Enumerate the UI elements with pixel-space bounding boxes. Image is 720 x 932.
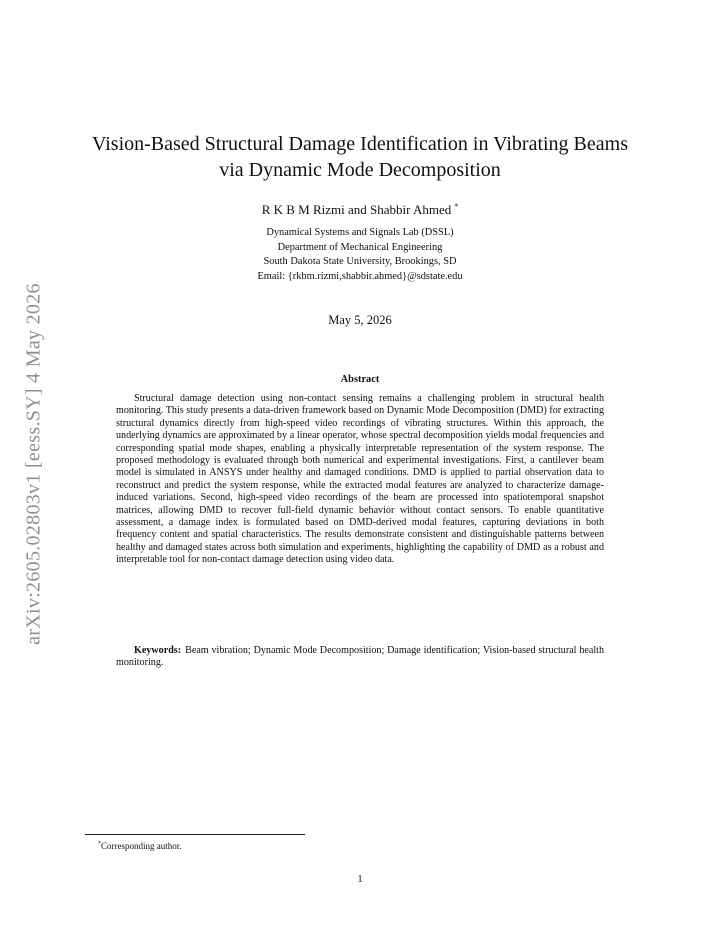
affiliation-block <box>60 226 660 284</box>
affiliation-lab: Dynamical Systems and Signals Lab (DSSL) <box>266 227 454 238</box>
footnote-divider <box>85 834 305 835</box>
abstract-heading: Abstract <box>340 374 380 385</box>
footnote-mark: * <box>98 841 101 847</box>
page-number: 1 <box>357 873 363 885</box>
affiliation-email[interactable]: Email: {rkbm.rizmi,shabbir.ahmed}@sdstate.edu <box>257 270 463 282</box>
footnote-text: Corresponding author. <box>101 841 182 851</box>
affiliation-university: South Dakota State University, Brookings, SD <box>263 256 457 267</box>
paper-title <box>60 131 660 183</box>
keywords-paragraph <box>116 645 604 670</box>
paper-title-line-1: Vision-Based Structural Damage Identification in Vibrating Beams <box>92 133 628 155</box>
keywords-label: Keywords: <box>134 645 182 656</box>
author-list <box>60 199 660 218</box>
affiliation-department: Department of Mechanical Engineering <box>277 241 443 253</box>
corresponding-author-mark[interactable]: * <box>454 202 459 211</box>
author-names: R K B M Rizmi and Shabbir Ahmed <box>261 202 452 217</box>
abstract-body: Structural damage detection using non-contact sensing remains a challenging problem in structural health monitoring. This study presents a data-driven framework based on Dynamic Mode Decomposition (DMD) for extracting structural dynamics directly from high-speed video recordings of vibrating structures. Within this approach, the underlying dynamics are approximated by a linear operator, whose spectral decomposition yields modal frequencies and corresponding spatial mode shapes, enabling a physically interpretable representation of the system response. The proposed methodology is evaluated through both numerical and experimental investigations. First, a cantilever beam model is simulated in ANSYS under healthy and damaged conditions. DMD is applied to partial observation data to reconstruct and predict the system response, while the extracted modal features are analyzed to characterize damage-induced variations. Second, high-speed video recordings of the beam are processed into spatiotemporal snapshot matrices, allowing DMD to recover full-field dynamic behavior without contact sensors. To enable quantitative assessment, a damage index is formulated based on DMD-derived modal features, capturing deviations in both frequency content and spatial characteristics. The results demonstrate consistent and distinguishable patterns between healthy and damaged states across both simulation and experiments, highlighting the capability of DMD as a robust and interpretable tool for non-contact damage detection using video data. <box>116 393 604 566</box>
publication-date: May 5, 2026 <box>328 313 392 327</box>
footnote <box>98 838 182 852</box>
keywords-text: Beam vibration; Dynamic Mode Decomposition; Damage identification; Vision-based structural health monitoring. <box>116 645 604 669</box>
paper-title-line-2: via Dynamic Mode Decomposition <box>219 159 501 181</box>
arxiv-identifier-stamp[interactable]: arXiv:2605.02803v1 [eess.SY] 4 May 2026 <box>22 283 45 645</box>
